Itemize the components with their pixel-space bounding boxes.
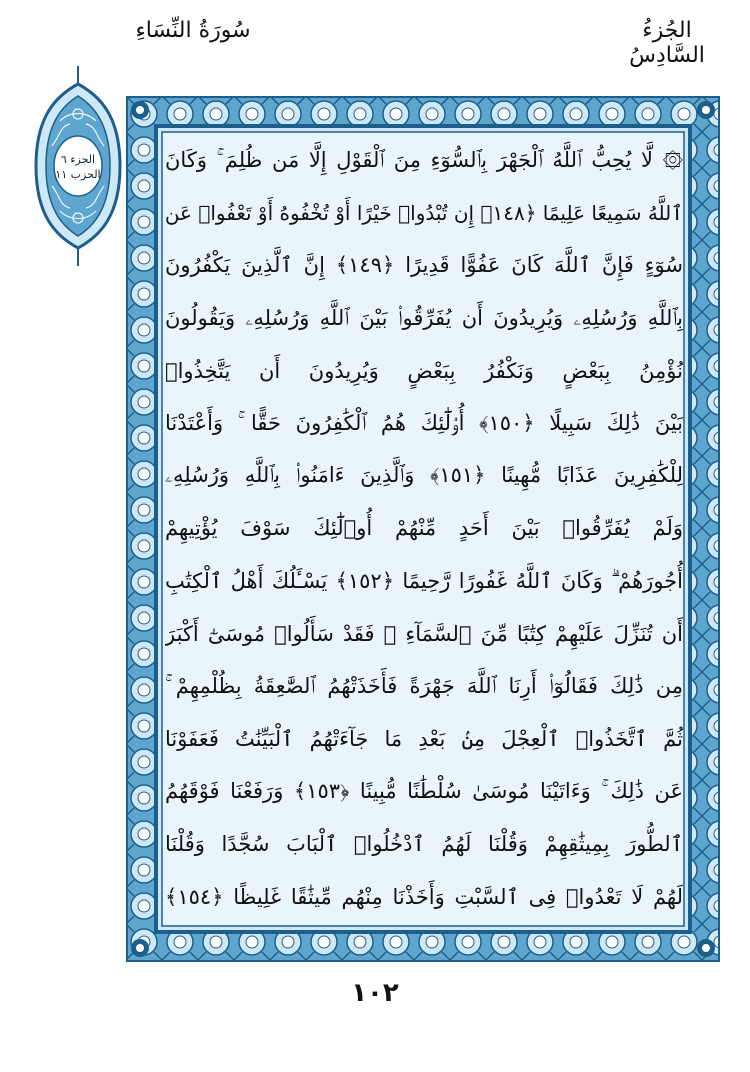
verse-line-text: ٱلطُّورَ بِمِيثَٰقِهِمْ وَقُلْنَا لَهُمُ ٱدْخُلُوا۟ ٱلْبَابَ سُجَّدًا وَقُلْنَا xyxy=(165,832,683,857)
juz-header: الجُزءُ السَّادِسُ xyxy=(629,18,705,68)
verse-line-text: بِٱللَّهِ وَرُسُلِهِۦ وَيُرِيدُونَ أَن يُفَرِّقُوا۟ بَيْنَ ٱللَّهِ وَرُسُلِهِۦ وَيَقُولُونَ xyxy=(165,305,683,330)
medallion-text xyxy=(30,152,126,182)
verse-line xyxy=(165,450,683,503)
verse-line-text: وَلَمْ يُفَرِّقُوا۟ بَيْنَ أَحَدٍ مِّنْهُمْ أُو۟لَٰٓئِكَ سَوْفَ يُؤْتِيهِمْ xyxy=(165,516,683,541)
verse-line-text: لَهُمْ لَا تَعْدُوا۟ فِى ٱلسَّبْتِ وَأَخَذْنَا مِنْهُم مِّيثَٰقًا غَلِيظًا ﴿١٥٤﴾ xyxy=(165,884,683,909)
verse-line-text: ثُمَّ ٱتَّخَذُوا۟ ٱلْعِجْلَ مِنۢ بَعْدِ مَا جَآءَتْهُمُ ٱلْبَيِّنَٰتُ فَعَفَوْنَا xyxy=(165,726,683,751)
verse-line xyxy=(165,660,683,713)
verse-line xyxy=(165,818,683,871)
verse-line xyxy=(165,292,683,345)
verse-line-text: أَن تُنَزِّلَ عَلَيْهِمْ كِتَٰبًا مِّنَ ٱلسَّمَآءِ ۚ فَقَدْ سَأَلُوا۟ مُوسَىٰٓ أَكْبَرَ xyxy=(165,621,683,646)
verse-line xyxy=(165,765,683,818)
verse-line-text: عَن ذَٰلِكَ ۚ وَءَاتَيْنَا مُوسَىٰ سُلْطَٰنًا مُّبِينًا ﴿١٥٣﴾ وَرَفَعْنَا فَوْقَهُمُ xyxy=(165,778,683,803)
verse-line xyxy=(165,870,683,923)
verse-line xyxy=(165,134,683,187)
verse-line-text: مِن ذَٰلِكَ فَقَالُوٓا۟ أَرِنَا ٱللَّهَ جَهْرَةً فَأَخَذَتْهُمُ ٱلصَّٰعِقَةُ بِظُلْمِهِمْ ۚ xyxy=(165,673,683,698)
verse-line xyxy=(165,713,683,766)
verse-line xyxy=(165,607,683,660)
verse-line-text: لِلْكَٰفِرِينَ عَذَابًا مُّهِينًا ﴿١٥١﴾ وَٱلَّذِينَ ءَامَنُوا۟ بِٱللَّهِ وَرُسُلِهِۦ xyxy=(165,463,683,488)
medallion-hizb: الحزب ١١ xyxy=(55,168,101,181)
quran-text xyxy=(165,134,683,924)
verse-line xyxy=(165,502,683,555)
verse-line-text: نُؤْمِنُ بِبَعْضٍ وَنَكْفُرُ بِبَعْضٍ وَيُرِيدُونَ أَن يَتَّخِذُوا۟ xyxy=(165,358,683,383)
verse-line-text: سُوٓءٍ فَإِنَّ ٱللَّهَ كَانَ عَفُوًّا قَدِيرًا ﴿١٤٩﴾ إِنَّ ٱلَّذِينَ يَكْفُرُونَ xyxy=(165,253,683,278)
verse-line-text: ۞ لَّا يُحِبُّ ٱللَّهُ ٱلْجَهْرَ بِٱلسُّوٓءِ مِنَ ٱلْقَوْلِ إِلَّا مَن ظُلِمَ ۚ وَكَانَ xyxy=(165,147,683,172)
verse-line xyxy=(165,397,683,450)
medallion-juz: الجزء ٦ xyxy=(60,153,96,166)
verse-line-text: أُجُورَهُمْ ۗ وَكَانَ ٱللَّهُ غَفُورًا رَّحِيمًا ﴿١٥٢﴾ يَسْـَٔلُكَ أَهْلُ ٱلْكِتَٰبِ xyxy=(165,568,683,593)
surah-header: سُورَةُ النِّسَاءِ xyxy=(135,18,251,43)
verse-line-text: ٱللَّهُ سَمِيعًا عَلِيمًا ﴿١٤٨﴾ إِن تُبْدُوا۟ خَيْرًا أَوْ تُخْفُوهُ أَوْ تَعْفُوا۟ عَن xyxy=(165,200,683,225)
verse-line xyxy=(165,555,683,608)
verse-line xyxy=(165,344,683,397)
verse-line xyxy=(165,187,683,240)
verse-line xyxy=(165,239,683,292)
page-number: ١٠٢ xyxy=(351,978,399,1008)
verse-line-text: بَيْنَ ذَٰلِكَ سَبِيلًا ﴿١٥٠﴾ أُو۟لَٰٓئِكَ هُمُ ٱلْكَٰفِرُونَ حَقًّا ۚ وَأَعْتَدْنَا xyxy=(165,410,683,435)
